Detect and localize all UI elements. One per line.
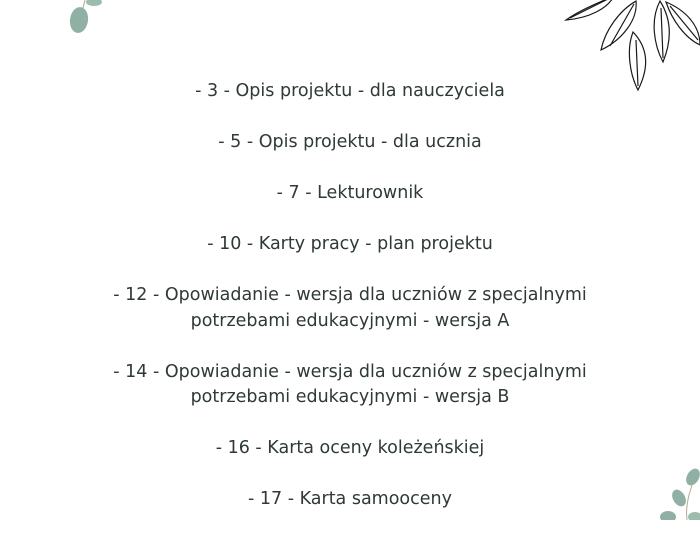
toc-line: potrzebami edukacyjnymi - wersja A [190, 310, 510, 331]
toc-line: - 10 - Karty pracy - plan projektu [207, 234, 493, 254]
toc-line: - 7 - Lekturownik [276, 183, 424, 203]
toc-item [0, 360, 700, 411]
toc-line: - 17 - Karta samooceny [248, 489, 452, 509]
toc-item [0, 436, 700, 462]
toc-line: - 14 - Opowiadanie - wersja dla uczniów z specjalnymi [113, 361, 587, 382]
toc-item [0, 79, 700, 105]
toc-item [0, 181, 700, 207]
toc-item [0, 283, 700, 334]
toc-item [0, 487, 700, 513]
toc-line: - 5 - Opis projektu - dla ucznia [218, 132, 482, 152]
toc-line: - 16 - Karta oceny koleżeńskiej [215, 438, 485, 458]
toc-line: - 12 - Opowiadanie - wersja dla uczniów z specjalnymi [113, 285, 587, 305]
toc-line: - 3 - Opis projektu - dla nauczyciela [195, 81, 505, 101]
toc-item [0, 130, 700, 156]
toc-line: potrzebami edukacyjnymi - wersja B [190, 387, 510, 407]
toc-item [0, 232, 700, 258]
eucalyptus-leaf-top-left-icon [60, 0, 110, 45]
table-of-contents [0, 79, 700, 538]
